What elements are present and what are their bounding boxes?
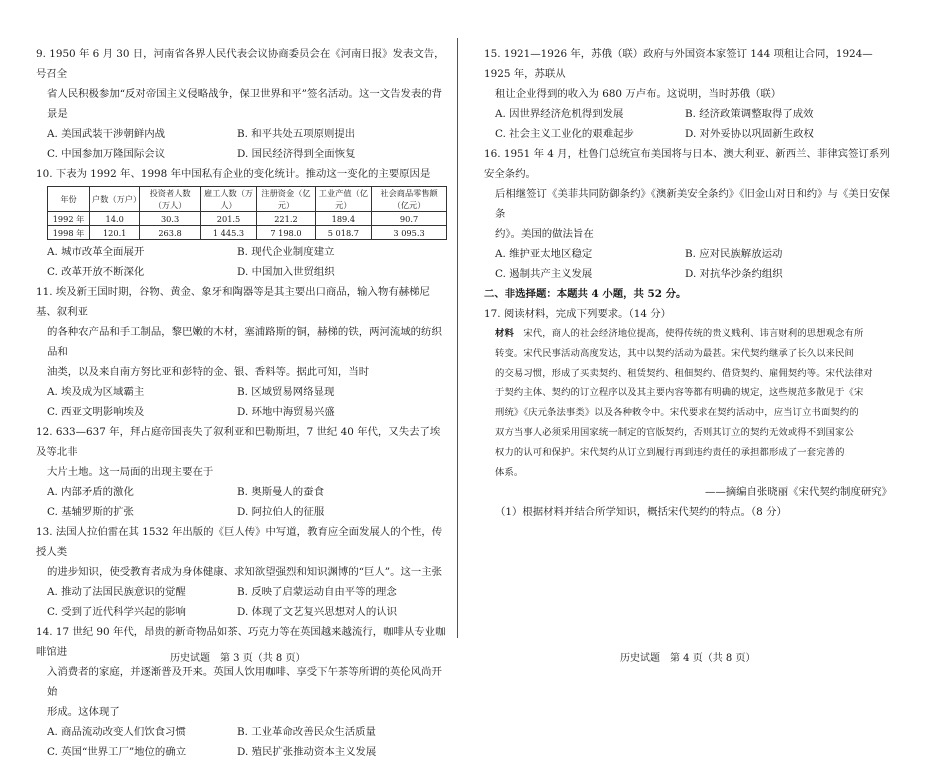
question-stem: 9. 1950 年 6 月 30 日，河南省各界人民代表会议协商委员会在《河南日报》发表文告，号召全 bbox=[36, 48, 445, 80]
question-stem-line: 约》。美国的做法旨在 bbox=[495, 228, 594, 240]
option-c: C. 西亚文明影响埃及 bbox=[47, 406, 145, 418]
table-cell: 30.3 bbox=[140, 212, 201, 226]
material-line: 的交易习惯，形成了买卖契约、租赁契约、租佃契约、借贷契约、雇佣契约等。宋代法律对 bbox=[495, 367, 873, 379]
question-stem-line: 的进步知识，使受教育者成为身体健康、求知欲望强烈和知识渊博的“巨人”。这一主张 bbox=[47, 566, 443, 578]
question-stem-line: 后相继签订《美菲共同防御条约》《澳新美安全条约》《旧金山对日和约》与《美日安保条 bbox=[495, 188, 890, 220]
question-stem: 13. 法国人拉伯雷在其 1532 年出版的《巨人传》中写道，教育应全面发展人的个性，传授人类 bbox=[36, 526, 443, 558]
section-heading: 二、非选择题：本题共 4 小题，共 52 分。 bbox=[484, 288, 687, 300]
option-b: B. 和平共处五项原则提出 bbox=[237, 128, 356, 140]
table-cell: 14.0 bbox=[90, 212, 140, 226]
sub-question-1: （1）根据材料并结合所学知识，概括宋代契约的特点。（8 分） bbox=[495, 506, 787, 519]
table-cell: 1992 年 bbox=[48, 212, 90, 226]
reading-material bbox=[484, 324, 896, 482]
option-d: D. 对外妥协以巩固新生政权 bbox=[685, 128, 814, 140]
question-stem: 15. 1921—1926 年，苏俄（联）政府与外国资本家签订 144 项租让合同，1924—1925 年，苏联从 bbox=[484, 48, 873, 80]
option-d: D. 体现了文艺复兴思想对人的认识 bbox=[237, 606, 398, 618]
material-line: 转变。宋代民事活动高度发达，其中以契约活动为最甚。宋代契约继承了长久以来民间 bbox=[495, 347, 854, 359]
option-b: B. 经济政策调整取得了成效 bbox=[685, 108, 814, 120]
table-row bbox=[48, 212, 447, 226]
table-cell: 5 018.7 bbox=[315, 226, 371, 240]
option-c: C. 中国参加万隆国际会议 bbox=[47, 148, 166, 160]
material-text: 宋代，商人的社会经济地位提高，使得传统的贵义贱利、讳言财利的思想观念有所 bbox=[523, 328, 864, 339]
option-a: A. 因世界经济危机得到发展 bbox=[495, 108, 624, 120]
option-a: A. 推动了法国民族意识的觉醒 bbox=[47, 586, 186, 598]
question-stem: 17. 阅读材料，完成下列要求。（14 分） bbox=[484, 308, 672, 320]
option-c: C. 英国“世界工厂”地位的确立 bbox=[47, 746, 187, 758]
question-stem-line: 的各种农产品和手工制品，黎巴嫩的木材，塞浦路斯的铜，赫梯的铁，两河流域的纺织品和 bbox=[47, 326, 442, 358]
private-enterprise-table bbox=[47, 186, 447, 240]
option-d: D. 对抗华沙条约组织 bbox=[685, 268, 783, 280]
answer-options bbox=[36, 722, 448, 762]
material-line: 双方当事人必须采用国家统一制定的官版契约，否则其订立的契约无效或得不到国家公 bbox=[495, 426, 854, 438]
question-stem: 14. 17 世纪 90 年代，昂贵的新奇物品如茶、巧克力等在英国越来越流行，咖啡从专业咖啡馆进 bbox=[36, 626, 446, 658]
table-cell: 7 198.0 bbox=[257, 226, 315, 240]
page-footer-right: 历史试题 第 4 页（共 8 页） bbox=[620, 653, 756, 664]
table-header-row bbox=[48, 187, 447, 212]
option-b: B. 区域贸易网络显现 bbox=[237, 386, 335, 398]
option-d: D. 环地中海贸易兴盛 bbox=[237, 406, 335, 418]
table-cell: 263.8 bbox=[140, 226, 201, 240]
question-stem: 10. 下表为 1992 年、1998 年中国私有企业的变化统计。推动这一变化的主要原因是 bbox=[36, 168, 431, 180]
question-9 bbox=[36, 44, 448, 164]
question-stem-line: 形成。这体现了 bbox=[47, 706, 120, 718]
option-c: C. 受到了近代科学兴起的影响 bbox=[47, 606, 186, 618]
table-header-cell: 工业产值（亿元） bbox=[315, 187, 371, 212]
option-b: B. 应对民族解放运动 bbox=[685, 248, 783, 260]
material-line bbox=[495, 324, 896, 344]
option-b: B. 现代企业制度建立 bbox=[237, 246, 335, 258]
option-a: A. 商品流动改变人们饮食习惯 bbox=[47, 726, 186, 738]
option-b: B. 奥斯曼人的蚕食 bbox=[237, 486, 324, 498]
option-b: B. 反映了启蒙运动自由平等的理念 bbox=[237, 586, 397, 598]
answer-options bbox=[36, 242, 448, 282]
option-d: D. 国民经济得到全面恢复 bbox=[237, 148, 356, 160]
page-footer-left: 历史试题 第 3 页（共 8 页） bbox=[170, 653, 306, 664]
question-13 bbox=[36, 522, 448, 622]
option-a: A. 维护亚太地区稳定 bbox=[495, 248, 593, 260]
option-b: B. 工业革命改善民众生活质量 bbox=[237, 726, 376, 738]
answer-options bbox=[36, 482, 448, 522]
answer-options bbox=[484, 244, 896, 284]
option-a: A. 埃及成为区域霸主 bbox=[47, 386, 145, 398]
question-17 bbox=[484, 304, 896, 522]
question-stem-line: 景是 bbox=[47, 108, 68, 120]
question-16 bbox=[484, 144, 896, 284]
material-label: 材料 bbox=[495, 328, 514, 339]
question-stem: 16. 1951 年 4 月，杜鲁门总统宣布美国将与日本、澳大利亚、新西兰、菲律宾签订系列安全条约。 bbox=[484, 148, 890, 180]
answer-options bbox=[36, 582, 448, 622]
option-d: D. 中国加入世贸组织 bbox=[237, 266, 335, 278]
option-c: C. 改革开放不断深化 bbox=[47, 266, 145, 278]
option-a: A. 内部矛盾的激化 bbox=[47, 486, 134, 498]
table-header-cell: 雇工人数（万人） bbox=[200, 187, 256, 212]
answer-options bbox=[36, 124, 448, 164]
question-stem-line: 租让企业得到的收入为 680 万卢布。这说明，当时苏俄（联） bbox=[495, 88, 782, 100]
table-cell: 90.7 bbox=[372, 212, 447, 226]
question-stem-line: 油类，以及来自南方努比亚和彭特的金、银、香料等。据此可知，当时 bbox=[47, 366, 370, 378]
table-cell: 1 445.3 bbox=[200, 226, 256, 240]
question-12 bbox=[36, 422, 448, 522]
table-cell: 3 095.3 bbox=[372, 226, 447, 240]
question-15 bbox=[484, 44, 896, 144]
material-line: 刑统》《庆元条法事类》以及各种敕令中。宋代要求在契约活动中，应当订立书面契约的 bbox=[495, 407, 859, 419]
option-a: A. 美国武装干涉朝鲜内战 bbox=[47, 128, 166, 140]
question-stem: 11. 埃及新王国时期，谷物、黄金、象牙和陶器等是其主要出口商品，输入物有赫梯尼基、叙利亚 bbox=[36, 286, 430, 318]
material-line: 于契约主体、契约的订立程序以及其主要内容等都有明确的规定，这些规范多散见于《宋 bbox=[495, 387, 864, 399]
table-header-cell: 投资者人数（万人） bbox=[140, 187, 201, 212]
question-14 bbox=[36, 622, 448, 762]
option-d: D. 阿拉伯人的征服 bbox=[237, 506, 325, 518]
option-c: C. 基辅罗斯的扩张 bbox=[47, 506, 134, 518]
question-11 bbox=[36, 282, 448, 422]
question-10 bbox=[36, 164, 448, 282]
table-cell: 221.2 bbox=[257, 212, 315, 226]
material-line: 体系。 bbox=[495, 466, 524, 478]
right-page-column bbox=[484, 44, 896, 522]
table-header-cell: 社会商品零售额（亿元） bbox=[372, 187, 447, 212]
table-header-cell: 户数（万户） bbox=[90, 187, 140, 212]
answer-options bbox=[36, 382, 448, 422]
question-stem-line: 省人民积极参加“反对帝国主义侵略战争，保卫世界和平”签名活动。这一文告发表的背 bbox=[47, 88, 443, 100]
material-line: 权力的认可和保护。宋代契约从订立到履行再到违约责任的承担都形成了一套完善的 bbox=[495, 446, 845, 458]
question-stem-line: 入消费者的家庭，并逐渐普及开来。英国人饮用咖啡、享受下午茶等所谓的英伦风尚开始 bbox=[47, 666, 442, 698]
question-stem: 12. 633—637 年，拜占庭帝国丧失了叙利亚和巴勒斯坦，7 世纪 40 年代，又失去了埃及等北非 bbox=[36, 426, 441, 458]
table-header-cell: 年份 bbox=[48, 187, 90, 212]
table-cell: 1998 年 bbox=[48, 226, 90, 240]
material-source: ——摘编自张晓丽《宋代契约制度研究》 bbox=[704, 486, 892, 499]
option-a: A. 城市改革全面展开 bbox=[47, 246, 145, 258]
option-d: D. 殖民扩张推动资本主义发展 bbox=[237, 746, 377, 758]
page-divider bbox=[457, 38, 458, 638]
option-c: C. 遏制共产主义发展 bbox=[495, 268, 593, 280]
table-cell: 201.5 bbox=[200, 212, 256, 226]
question-stem-line: 大片土地。这一局面的出现主要在于 bbox=[47, 466, 214, 478]
option-c: C. 社会主义工业化的艰难起步 bbox=[495, 128, 634, 140]
table-cell: 189.4 bbox=[315, 212, 371, 226]
table-cell: 120.1 bbox=[90, 226, 140, 240]
table-row bbox=[48, 226, 447, 240]
table-header-cell: 注册资金（亿元） bbox=[257, 187, 315, 212]
answer-options bbox=[484, 104, 896, 144]
